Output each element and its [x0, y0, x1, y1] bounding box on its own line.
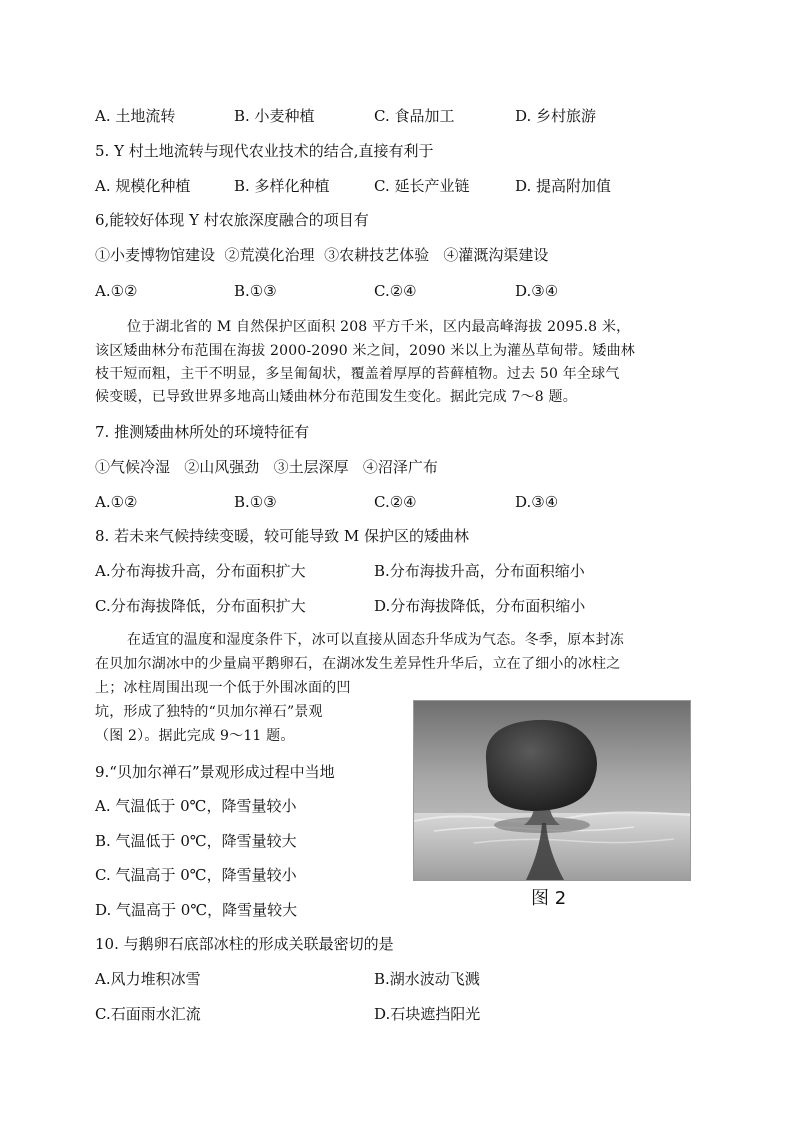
q6-option-c: C.②④	[374, 282, 417, 300]
q8-stem: 8. 若未来气候持续变暖，较可能导致 M 保护区的矮曲林	[95, 527, 469, 545]
zen-stone-illustration	[414, 701, 690, 880]
q7-option-c: C.②④	[374, 493, 417, 511]
q8-option-d: D.分布海拔降低，分布面积缩小	[374, 597, 586, 615]
q10-option-c: C.石面雨水汇流	[95, 1005, 201, 1023]
q4-option-c: C. 食品加工	[374, 107, 455, 125]
q7-option-a: A.①②	[95, 493, 138, 511]
q6-option-d: D.③④	[515, 282, 559, 300]
q6-stem: 6,能较好体现 Y 村农旅深度融合的项目有	[95, 211, 369, 229]
q4-option-a: A. 土地流转	[95, 107, 176, 125]
q9-option-a: A. 气温低于 0℃，降雪量较小	[95, 797, 297, 815]
q5-option-c: C. 延长产业链	[374, 177, 470, 195]
q7-option-d: D.③④	[515, 493, 559, 511]
passage-m-line-3: 枝干短而粗，主干不明显，多呈匍匐状，覆盖着厚厚的苔藓植物。过去 50 年全球气	[95, 366, 620, 382]
passage-baikal-line-2: 在贝加尔湖冰中的少量扁平鹅卵石，在湖冰发生差异性升华后，立在了细小的冰柱之	[95, 656, 621, 672]
q5-option-d: D. 提高附加值	[515, 177, 612, 195]
q10-option-b: B.湖水波动飞溅	[374, 970, 480, 988]
q5-stem: 5. Y 村土地流转与现代农业技术的结合,直接有利于	[95, 142, 434, 160]
q6-items: ①小麦博物馆建设 ②荒漠化治理 ③农耕技艺体验 ④灌溉沟渠建设	[95, 246, 549, 264]
zen-stone-photo	[413, 700, 691, 881]
q6-option-a: A.①②	[95, 282, 138, 300]
passage-baikal-line-1: 在适宜的温度和湿度条件下，冰可以直接从固态升华成为气态。冬季，原本封冻	[127, 632, 624, 648]
q9-option-d: D. 气温高于 0℃，降雪量较大	[95, 901, 298, 919]
passage-m-line-2: 该区矮曲林分布范围在海拔 2000-2090 米之间，2090 米以上为灌丛草甸带。矮曲林	[95, 343, 635, 359]
q10-option-a: A.风力堆积冰雪	[95, 970, 201, 988]
q6-option-b: B.①③	[234, 282, 277, 300]
q8-option-a: A.分布海拔升高，分布面积扩大	[95, 562, 306, 580]
q4-option-b: B. 小麦种植	[234, 107, 315, 125]
q8-option-b: B.分布海拔升高，分布面积缩小	[374, 562, 585, 580]
q10-stem: 10. 与鹅卵石底部冰柱的形成关联最密切的是	[95, 935, 394, 953]
q4-option-d: D. 乡村旅游	[515, 107, 597, 125]
passage-baikal-line-5: （图 2）。据此完成 9～11 题。	[95, 728, 295, 744]
passage-m-line-1: 位于湖北省的 M 自然保护区面积 208 平方千米，区内最高峰海拔 2095.8 米，	[127, 319, 631, 335]
q9-option-c: C. 气温高于 0℃，降雪量较小	[95, 866, 297, 884]
figure-caption: 图 2	[531, 888, 567, 909]
q5-option-a: A. 规模化种植	[95, 177, 191, 195]
passage-baikal-line-4: 坑，形成了独特的“贝加尔禅石”景观	[95, 704, 323, 720]
q7-option-b: B.①③	[234, 493, 277, 511]
q8-option-c: C.分布海拔降低，分布面积扩大	[95, 597, 306, 615]
q9-option-b: B. 气温低于 0℃，降雪量较大	[95, 832, 297, 850]
q7-items: ①气候冷湿 ②山风强劲 ③土层深厚 ④沼泽广布	[95, 458, 438, 476]
q10-option-d: D.石块遮挡阳光	[374, 1005, 481, 1023]
q9-stem: 9.“贝加尔禅石”景观形成过程中当地	[95, 763, 335, 781]
q7-stem: 7. 推测矮曲林所处的环境特征有	[95, 423, 310, 441]
passage-baikal-line-3: 上；冰柱周围出现一个低于外围冰面的凹	[95, 680, 351, 696]
passage-m-line-4: 候变暖，已导致世界多地高山矮曲林分布范围发生变化。据此完成 7～8 题。	[95, 389, 577, 405]
q5-option-b: B. 多样化种植	[234, 177, 330, 195]
